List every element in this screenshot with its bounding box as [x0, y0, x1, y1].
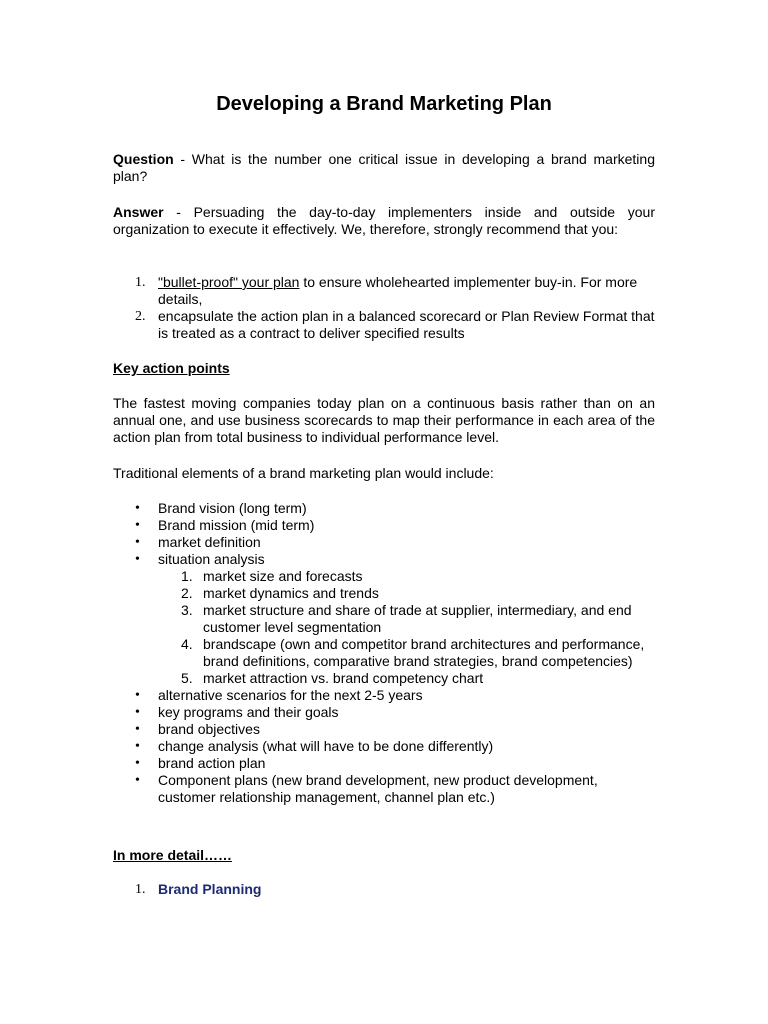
- traditional-elements-paragraph: Traditional elements of a brand marketing plan would include:: [113, 465, 494, 481]
- list-item-text: change analysis (what will have to be done differently): [158, 738, 494, 754]
- list-item: [113, 308, 655, 342]
- list-item: [113, 704, 655, 721]
- list-item-text: to ensure wholehearted implementer buy-in. For more details,: [158, 274, 638, 307]
- list-item-text: alternative scenarios for the next 2-5 years: [158, 687, 423, 703]
- list-item: [113, 274, 655, 308]
- list-number: 1.: [181, 568, 193, 584]
- question-paragraph: [113, 151, 655, 185]
- list-item: [113, 568, 655, 585]
- bullet-icon: •: [135, 688, 140, 703]
- bullet-icon: •: [135, 722, 140, 737]
- answer-label: Answer: [113, 204, 164, 220]
- list-item: [113, 500, 655, 517]
- list-number: 4.: [181, 636, 193, 652]
- list-item: [113, 534, 655, 551]
- list-item-text: Brand mission (mid term): [158, 517, 315, 533]
- list-item-text: market definition: [158, 534, 261, 550]
- recommendations-list: [113, 274, 655, 342]
- answer-paragraph: [113, 204, 655, 238]
- elements-list: [113, 500, 655, 806]
- more-detail-heading: In more detail……: [113, 847, 233, 863]
- bullet-icon: •: [135, 705, 140, 720]
- list-item: [113, 636, 655, 670]
- list-item: [113, 721, 655, 738]
- bullet-icon: •: [135, 518, 140, 533]
- list-number: 3.: [181, 602, 193, 618]
- list-item: [113, 585, 655, 602]
- list-item-text: market structure and share of trade at supplier, intermediary, and end customer level segmentation: [203, 602, 632, 635]
- list-item: [113, 687, 655, 704]
- bullet-icon: •: [135, 501, 140, 516]
- list-number: 2.: [135, 309, 146, 324]
- list-item-text: market dynamics and trends: [203, 585, 379, 601]
- situation-analysis-sublist: [113, 568, 655, 687]
- list-item-text: market attraction vs. brand competency chart: [203, 670, 484, 686]
- list-item: [113, 670, 655, 687]
- list-item-text: brand objectives: [158, 721, 260, 737]
- page-title: Developing a Brand Marketing Plan: [216, 93, 552, 115]
- list-item-text: market size and forecasts: [203, 568, 363, 584]
- list-item-text: key programs and their goals: [158, 704, 339, 720]
- bullet-icon: •: [135, 756, 140, 771]
- section-title: Brand Planning: [158, 881, 262, 897]
- bullet-icon: •: [135, 535, 140, 550]
- section-number: 1.: [135, 882, 146, 897]
- list-item: [113, 755, 655, 772]
- list-item-text: Component plans (new brand development, new product development, customer relationship management, channel plan etc.): [158, 772, 598, 805]
- list-number: 5.: [181, 670, 193, 686]
- list-item: [113, 551, 655, 687]
- bullet-icon: •: [135, 552, 140, 567]
- list-item-text: encapsulate the action plan in a balanced scorecard or Plan Review Format that is treated as a contract to deliver specified results: [158, 308, 655, 341]
- answer-text: - Persuading the day-to-day implementers inside and outside your organization to execute it effectively. We, therefore, strongly recommend that you:: [113, 204, 655, 237]
- list-item: [113, 517, 655, 534]
- list-item: [113, 772, 655, 806]
- list-item-text: brandscape (own and competitor brand architectures and performance, brand definitions, comparative brand strategies, brand competencies): [203, 636, 645, 669]
- bullet-icon: •: [135, 773, 140, 788]
- list-item-text: brand action plan: [158, 755, 266, 771]
- key-action-points-heading: Key action points: [113, 360, 230, 376]
- list-item: [113, 738, 655, 755]
- list-number: 1.: [135, 275, 146, 290]
- list-number: 2.: [181, 585, 193, 601]
- question-text: - What is the number one critical issue in developing a brand marketing plan?: [113, 151, 655, 184]
- list-item: [113, 602, 655, 636]
- list-item-text: Brand vision (long term): [158, 500, 307, 516]
- list-item-text: situation analysis: [158, 551, 265, 567]
- bullet-icon: •: [135, 739, 140, 754]
- bullet-proof-link[interactable]: "bullet-proof" your plan: [158, 274, 300, 290]
- key-action-paragraph: The fastest moving companies today plan on a continuous basis rather than on an annual one, and use business scorecards to map their performance in each area of the action plan from total business to individual performance level.: [113, 395, 655, 445]
- question-label: Question: [113, 151, 174, 167]
